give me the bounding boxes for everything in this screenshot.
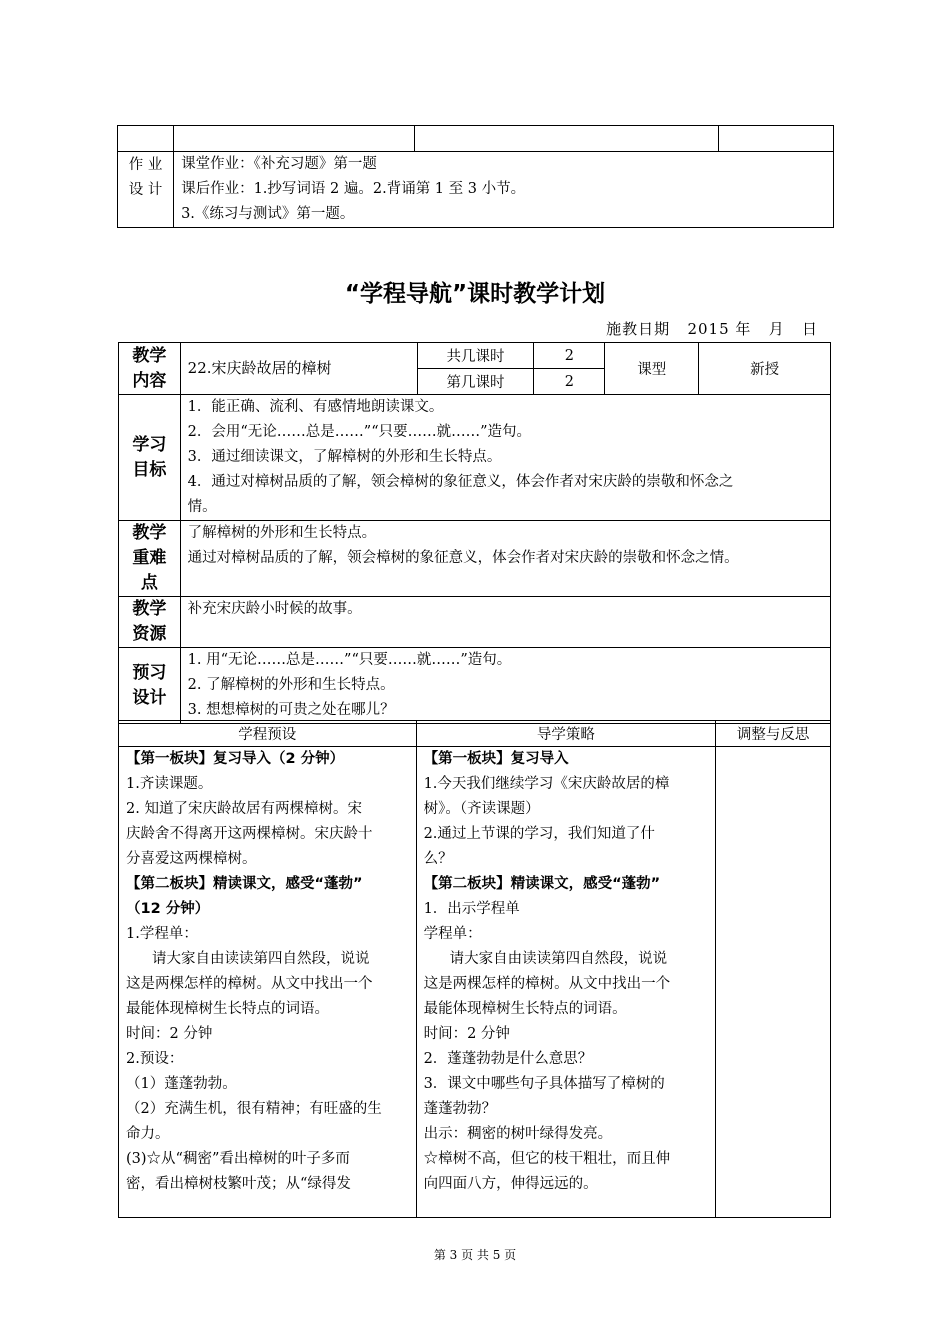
keypoints-label-cell [119, 521, 181, 597]
text-line: 密，看出樟树枝繁叶茂；从“绿得发 [126, 1176, 351, 1192]
text-line: 请大家自由读读第四自然段，说说 [152, 951, 370, 967]
homework-line: 课后作业：1.抄写词语 2 遍。2.背诵第 1 至 3 小节。 [181, 181, 526, 197]
type-label: 课型 [605, 343, 699, 395]
text-line: （2）充满生机，很有精神；有旺盛的生 [126, 1101, 382, 1117]
text-line: 1.学程单： [126, 926, 198, 942]
student-preset-cell [119, 747, 417, 1218]
keypoint-item: 通过对樟树品质的了解，领会樟树的象征意义，体会作者对宋庆龄的崇敬和怀念之情。 [187, 550, 739, 566]
text-line: 最能体现樟树生长特点的词语。 [126, 1001, 329, 1017]
nth-period-value: 2 [534, 369, 605, 395]
page-title: “学程导航”课时教学计划 [344, 281, 606, 307]
text-line: （1）蓬蓬勃勃。 [126, 1076, 237, 1092]
text-line: 学程单： [423, 926, 482, 942]
resources-cell [180, 597, 830, 648]
text-line: 2．蓬蓬勃勃是什么意思？ [423, 1051, 593, 1067]
type-value: 新授 [699, 343, 831, 395]
content-label-cell [119, 343, 181, 395]
section-heading: 【第一板块】复习导入 [423, 751, 569, 767]
text-line: 蓬蓬勃勃？ [423, 1101, 497, 1117]
resources-text: 补充宋庆龄小时候的故事。 [187, 601, 362, 617]
text-line: 2. 知道了宋庆龄故居有两棵樟树。宋 [126, 801, 362, 817]
goal-item: 4．通过对樟树品质的了解，领会樟树的象征意义，体会作者对宋庆龄的崇敬和怀念之 [187, 474, 734, 490]
section-heading: （12 分钟） [126, 901, 210, 917]
text-line: 请大家自由读读第四自然段，说说 [449, 951, 668, 967]
keypoint-item: 了解樟树的外形和生长特点。 [187, 525, 377, 541]
text-line: ☆樟树不高，但它的枝干粗壮，而且伸 [423, 1151, 671, 1167]
text-line: 1．出示学程单 [423, 901, 520, 917]
lesson-plan-table [118, 342, 831, 724]
text-line: 出示：稠密的树叶绿得发亮。 [423, 1126, 613, 1142]
blank-cell [118, 126, 174, 152]
text-line: (3)☆从“稠密”看出樟树的叶子多而 [126, 1151, 350, 1167]
text-line: 树》。（齐读课题） [423, 801, 540, 817]
homework-label: 设 计 [128, 182, 163, 198]
preview-item: 1. 用“无论……总是……”“只要……就……”造句。 [187, 652, 512, 668]
resources-label: 资源 [132, 624, 167, 644]
column-header-strategy: 导学策略 [416, 721, 716, 747]
homework-table [117, 125, 834, 228]
goal-item: 情。 [187, 499, 217, 515]
section-heading: 【第二板块】精读课文，感受“蓬勃” [126, 876, 363, 892]
homework-line: 课堂作业：《补充习题》第一题 [181, 156, 377, 172]
total-periods-label: 共几课时 [417, 343, 534, 369]
text-line: 最能体现樟树生长特点的词语。 [423, 1001, 627, 1017]
goals-label-cell [119, 395, 181, 521]
keypoints-label: 点 [140, 573, 158, 593]
keypoints-label: 重难 [132, 548, 167, 568]
section-heading: 【第二板块】精读课文，感受“蓬勃” [423, 876, 661, 892]
goals-cell [180, 395, 830, 521]
text-line: 庆龄舍不得离开这两棵樟树。宋庆龄十 [126, 826, 373, 842]
teaching-date: 施教日期 2015 年 月 日 [606, 320, 818, 338]
text-line: 这是两棵怎样的樟树。从文中找出一个 [126, 976, 373, 992]
text-line: 这是两棵怎样的樟树。从文中找出一个 [423, 976, 671, 992]
goals-label: 目标 [132, 459, 167, 480]
goal-item: 1．能正确、流利、有感情地朗读课文。 [187, 399, 444, 415]
text-line: 向四面八方，伸得远远的。 [423, 1176, 598, 1192]
column-header-reflection: 调整与反思 [716, 721, 831, 747]
goal-item: 3．通过细读课文，了解樟树的外形和生长特点。 [187, 449, 502, 465]
text-line: 时间：2 分钟 [423, 1026, 510, 1042]
homework-label: 作 业 [128, 157, 163, 173]
text-line: 时间：2 分钟 [126, 1026, 213, 1042]
blank-cell [174, 126, 415, 152]
preview-cell [180, 648, 830, 724]
text-line: 3．课文中哪些句子具体描写了樟树的 [423, 1076, 665, 1092]
keypoints-label: 教学 [132, 523, 167, 543]
text-line: 2.通过上节课的学习，我们知道了什 [423, 826, 655, 842]
text-line: 分喜爱这两棵樟树。 [126, 851, 257, 867]
preview-label-cell [119, 648, 181, 724]
keypoints-cell [180, 521, 830, 597]
goals-label: 学习 [132, 434, 167, 455]
text-line: 1.齐读课题。 [126, 776, 213, 792]
resources-label: 教学 [132, 599, 167, 619]
guide-strategy-cell [416, 747, 716, 1218]
preview-label: 设计 [132, 687, 167, 708]
preview-item: 2. 了解樟树的外形和生长特点。 [187, 677, 395, 693]
nth-period-label: 第几课时 [417, 369, 534, 395]
text-line: 命力。 [126, 1126, 170, 1142]
page-footer: 第 3 页 共 5 页 [433, 1248, 517, 1262]
homework-label-cell [118, 152, 174, 228]
homework-content-cell [174, 152, 834, 228]
preview-item: 3. 想想樟树的可贵之处在哪儿？ [187, 702, 395, 718]
total-periods-value: 2 [534, 343, 605, 369]
homework-line: 3.《练习与测试》第一题。 [181, 206, 355, 222]
content-label: 内容 [132, 370, 167, 391]
blank-cell [718, 126, 833, 152]
resources-label-cell [119, 597, 181, 648]
text-line: 1.今天我们继续学习《宋庆龄故居的樟 [423, 776, 670, 792]
text-line: 么？ [423, 851, 453, 867]
content-label: 教学 [132, 345, 167, 366]
goal-item: 2．会用“无论……总是……”“只要……就……”造句。 [187, 424, 532, 440]
section-heading: 【第一板块】复习导入（2 分钟） [126, 751, 345, 767]
reflection-cell [716, 747, 831, 1218]
preview-label: 预习 [132, 662, 167, 683]
lesson-name: 22.宋庆龄故居的樟树 [187, 359, 332, 377]
text-line: 2.预设： [126, 1051, 184, 1067]
blank-cell [415, 126, 718, 152]
lesson-cell [180, 343, 417, 395]
column-header-student: 学程预设 [119, 721, 417, 747]
process-table [118, 720, 831, 1218]
